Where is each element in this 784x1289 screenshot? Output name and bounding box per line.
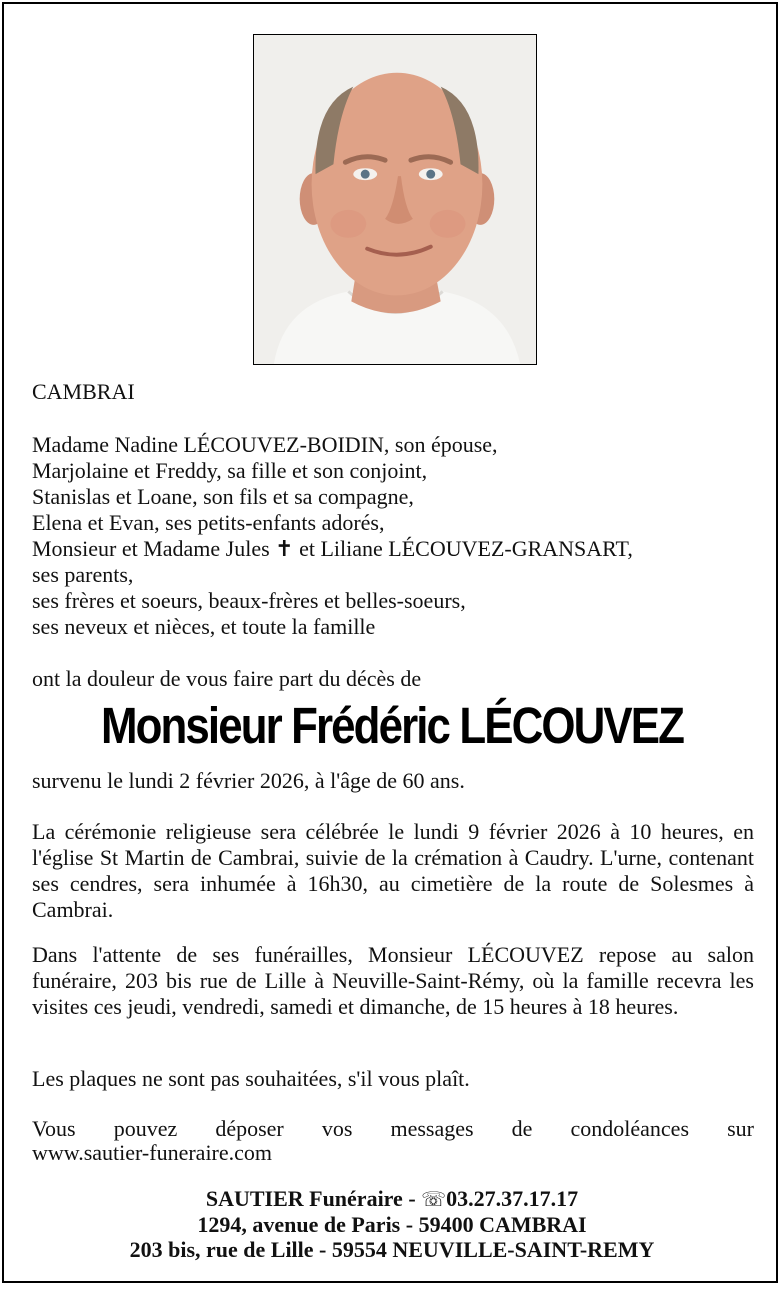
funeral-home-phone[interactable]: 03.27.37.17.17 (446, 1186, 579, 1211)
family-line: ses neveux et nièces, et toute la famille (32, 614, 376, 639)
funeral-home-line (4, 1186, 780, 1212)
parents-line (32, 536, 633, 563)
funeral-home-address-1: 1294, avenue de Paris - 59400 CAMBRAI (197, 1212, 587, 1237)
city-heading: CAMBRAI (32, 379, 135, 404)
cross-icon: ✝ (275, 537, 294, 562)
family-line: Madame Nadine LÉCOUVEZ-BOIDIN, son épouse, (32, 432, 498, 457)
plaques-note: Les plaques ne sont pas souhaitées, s'il vous plaît. (32, 1066, 470, 1091)
portrait-photo (253, 34, 537, 365)
portrait-image (254, 35, 536, 364)
death-info: survenu le lundi 2 février 2026, à l'âge de 60 ans. (32, 768, 465, 793)
funeral-home-name: SAUTIER Funéraire - (205, 1186, 416, 1211)
funeral-home-address-2: 203 bis, rue de Lille - 59554 NEUVILLE-SAINT-REMY (129, 1237, 655, 1262)
parents-text-before: Monsieur et Madame Jules (32, 536, 270, 561)
website-link[interactable]: www.sautier-funeraire.com (32, 1140, 273, 1165)
family-line: Elena et Evan, ses petits-enfants adorés, (32, 510, 385, 535)
deceased-name: Monsieur Frédéric LÉCOUVEZ (100, 697, 684, 754)
family-line: Stanislas et Loane, son fils et sa compagne, (32, 484, 414, 509)
obituary-notice (2, 2, 778, 1283)
parents-text-after: et Liliane LÉCOUVEZ-GRANSART, (299, 536, 633, 561)
visitation-paragraph: Dans l'attente de ses funérailles, Monsieur LÉCOUVEZ repose au salon funéraire, 203 bis rue de Lille à Neuville-Saint-Rémy, où la famille recevra les visites ces jeudi, vendredi, samedi et dimanche, de 15 heures à 18 heures. (32, 942, 754, 1019)
condolences-line: Vous pouvez déposer vos messages de condoléances sur (32, 1116, 754, 1141)
family-line: ses frères et soeurs, beaux-frères et belles-soeurs, (32, 588, 466, 613)
phone-icon: ☏ (421, 1187, 447, 1211)
ceremony-paragraph: La cérémonie religieuse sera célébrée le lundi 9 février 2026 à 10 heures, en l'église St Martin de Cambrai, suivie de la crémation à Caudry. L'urne, contenant ses cendres, sera inhumée à 16h30, au cimetière de la route de Solesmes à Cambrai. (32, 819, 754, 922)
announcement-text: ont la douleur de vous faire part du décès de (32, 666, 422, 691)
family-line: ses parents, (32, 562, 134, 587)
family-line: Marjolaine et Freddy, sa fille et son conjoint, (32, 458, 428, 483)
